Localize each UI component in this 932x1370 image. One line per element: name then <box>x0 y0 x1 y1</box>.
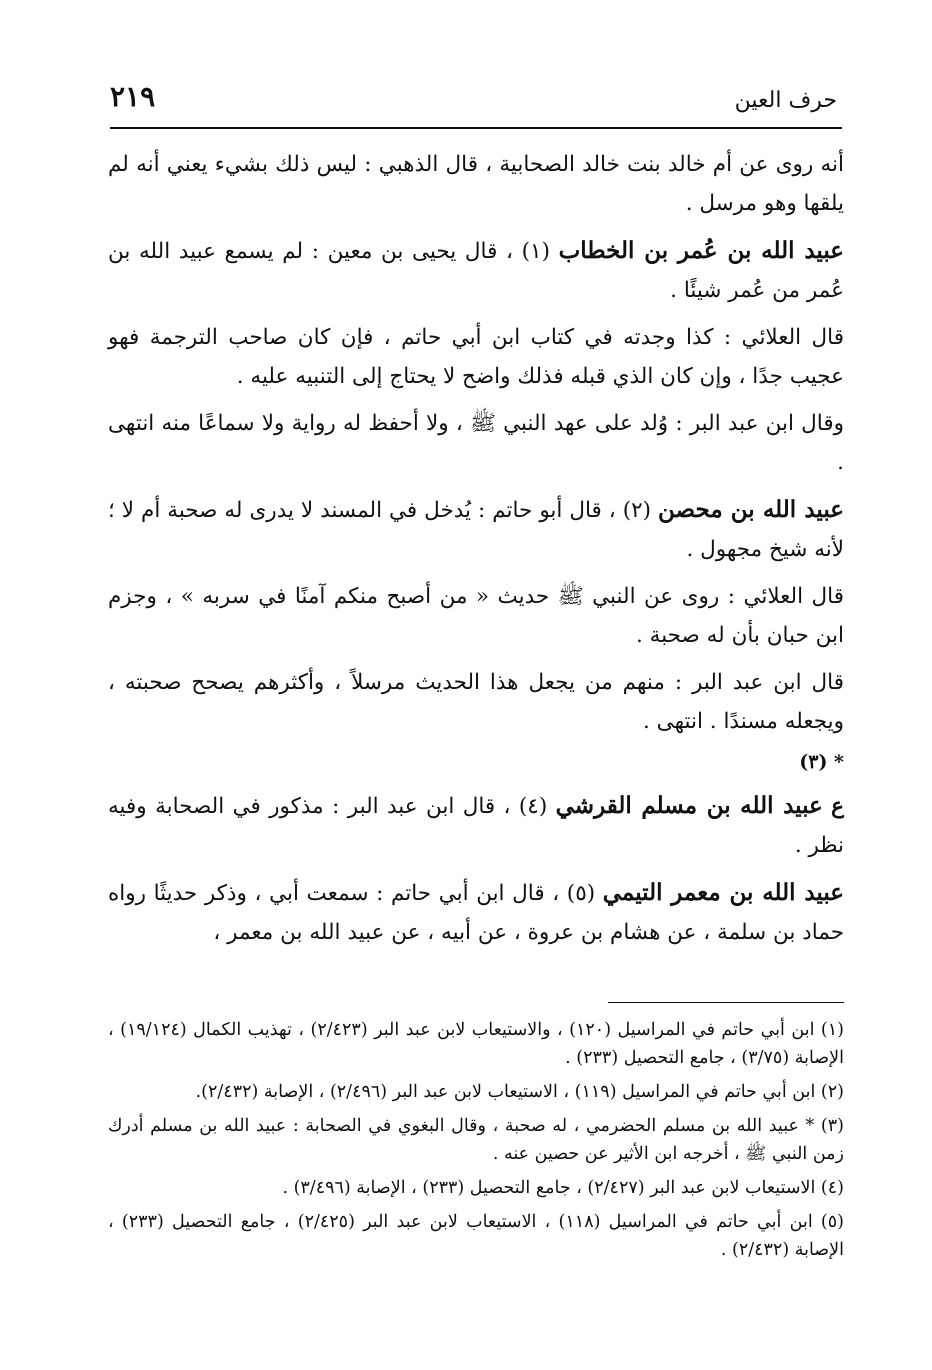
footnote: (٥) ابن أبي حاتم في المراسيل (١١٨) ، الاستيعاب لابن عبد البر (٢/٤٢٥) ، جامع التحصيل (٢٣٣) ، الإصابة (٢/٤٣٢) . <box>108 1212 844 1260</box>
paragraph: وقال ابن عبد البر : وُلد على عهد النبي ﷺ ، ولا أحفظ له رواية ولا سماعًا منه انتهى . <box>108 411 844 475</box>
star-footnote-marker: * (٣) <box>799 751 844 773</box>
footnote: (٢) ابن أبي حاتم في المراسيل (١١٩) ، الاستيعاب لابن عبد البر (٢/٤٩٦) ، الإصابة (٢/٤٣٢). <box>195 1082 844 1102</box>
page-number: ٢١٩ <box>110 80 156 113</box>
entry-text: ، قال أبو حاتم : يُدخل في المسند لا يدرى له صحبة أم لا ؛ لأنه شيخ مجهول . <box>108 498 844 562</box>
footnote-ref: (١) <box>521 239 550 264</box>
paragraph: قال العلائي : كذا وجدته في كتاب ابن أبي حاتم ، فإن كان صاحب الترجمة فهو عجيب جدًا ، وإن كان الذي قبله فذلك واضح لا يحتاج إلى التنبيه عليه . <box>108 325 844 389</box>
header-rule <box>110 127 842 129</box>
paragraph: قال ابن عبد البر : منهم من يجعل هذا الحديث مرسلاً ، وأكثرهم يصحح صحبته ، ويجعله مسندًا . انتهى . <box>108 670 844 734</box>
entry-text: ، قال ابن أبي حاتم : سمعت أبي ، وذكر حديثًا رواه حماد بن سلمة ، عن هشام بن عروة ، عن أبيه ، عن عبيد الله بن معمر ، <box>108 881 844 945</box>
footnote-rule <box>608 1002 844 1003</box>
footnote-ref: (٥) <box>566 881 596 906</box>
footnotes <box>108 1016 844 1270</box>
page-header <box>110 80 837 120</box>
paragraph: أنه روى عن أم خالد بنت خالد الصحابية ، قال الذهبي : ليس ذلك بشيء يعني أنه لم يلقها وهو مرسل . <box>108 152 844 216</box>
entry-text: ، قال يحيى بن معين : لم يسمع عبيد الله بن عُمر من عُمر شيئًا . <box>108 239 844 303</box>
entry-paragraph <box>108 786 844 865</box>
entry-marker: ع <box>831 794 845 819</box>
paragraph: قال العلائي : روى عن النبي ﷺ حديث « من أصبح منكم آمنًا في سربه » ، وجزم ابن حبان بأن له صحبة . <box>108 584 844 648</box>
footnote: (٤) الاستيعاب لابن عبد البر (٢/٤٢٧) ، جامع التحصيل (٢٣٣) ، الإصابة (٣/٤٩٦) . <box>282 1178 844 1198</box>
running-title: حرف العين <box>734 88 837 113</box>
entry-text: ، قال ابن عبد البر : مذكور في الصحابة وفيه نظر . <box>108 794 844 858</box>
footnote-ref: (٢) <box>622 498 652 523</box>
main-text <box>108 145 844 960</box>
entry-heading: عبيد الله بن عُمر بن الخطاب <box>558 237 845 264</box>
footnote-ref: (٤) <box>518 794 548 819</box>
entry-paragraph <box>108 873 844 952</box>
entry-heading: عبيد الله بن محصن <box>658 496 845 523</box>
entry-heading: عبيد الله بن مسلم القرشي <box>555 792 823 819</box>
footnote: (٣) * عبيد الله بن مسلم الحضرمي ، له صحبة ، وقال البغوي في الصحابة : عبيد الله بن مسلم أدرك زمن النبي ﷺ ، أخرجه ابن الأثير عن حصين عنه . <box>108 1116 844 1164</box>
entry-paragraph <box>108 490 844 569</box>
entry-heading: عبيد الله بن معمر التيمي <box>602 879 845 906</box>
footnote: (١) ابن أبي حاتم في المراسيل (١٢٠) ، والاستيعاب لابن عبد البر (٢/٤٢٣) ، تهذيب الكمال (١٩/١٢٤) ، الإصابة (٣/٧٥) ، جامع التحصيل (٢٣٣) . <box>108 1020 844 1068</box>
entry-paragraph <box>108 231 844 310</box>
